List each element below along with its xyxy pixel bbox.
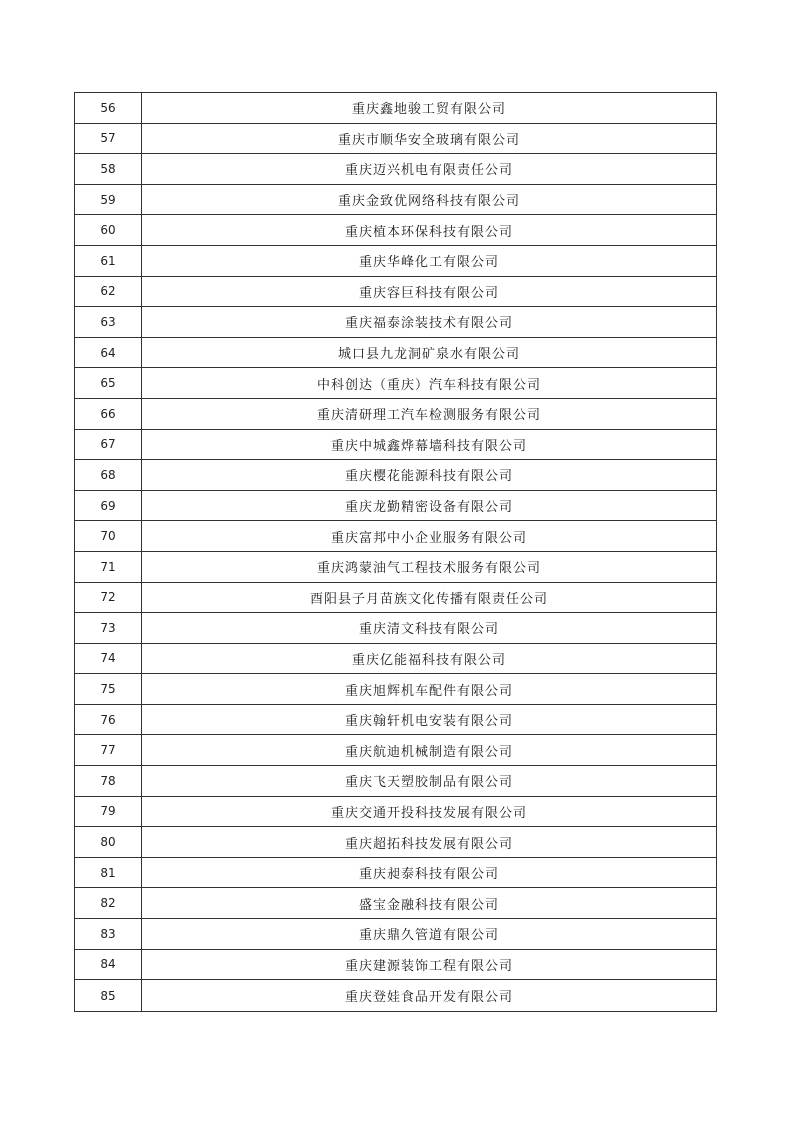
company-name: 中科创达（重庆）汽车科技有限公司 [142,368,717,399]
table-row [75,704,717,735]
table-row [75,460,717,491]
row-number: 65 [75,368,142,399]
company-name: 重庆中城鑫烨幕墙科技有限公司 [142,429,717,460]
table-row [75,490,717,521]
company-name: 重庆交通开投科技发展有限公司 [142,796,717,827]
row-number: 81 [75,857,142,888]
company-name: 重庆航迪机械制造有限公司 [142,735,717,766]
row-number: 67 [75,429,142,460]
table-row [75,123,717,154]
company-name: 重庆樱花能源科技有限公司 [142,460,717,491]
row-number: 76 [75,704,142,735]
row-number: 80 [75,827,142,858]
row-number: 68 [75,460,142,491]
table-row [75,368,717,399]
table-row [75,919,717,950]
table-row [75,796,717,827]
row-number: 62 [75,276,142,307]
company-name: 重庆鑫地骏工贸有限公司 [142,93,717,124]
table-row [75,245,717,276]
row-number: 83 [75,919,142,950]
table-row [75,429,717,460]
row-number: 64 [75,337,142,368]
row-number: 74 [75,643,142,674]
company-name: 重庆登娃食品开发有限公司 [142,980,717,1012]
table-row [75,521,717,552]
company-name: 重庆翰轩机电安装有限公司 [142,704,717,735]
row-number: 79 [75,796,142,827]
row-number: 61 [75,245,142,276]
table-row [75,307,717,338]
row-number: 84 [75,949,142,980]
table-row [75,215,717,246]
row-number: 66 [75,398,142,429]
row-number: 59 [75,184,142,215]
company-name: 重庆富邦中小企业服务有限公司 [142,521,717,552]
table-row [75,184,717,215]
table-row [75,337,717,368]
row-number: 58 [75,154,142,185]
company-name: 重庆飞天塑胶制品有限公司 [142,766,717,797]
table-row [75,766,717,797]
company-name: 重庆亿能福科技有限公司 [142,643,717,674]
company-list-body [75,93,717,1012]
company-name: 重庆华峰化工有限公司 [142,245,717,276]
row-number: 73 [75,613,142,644]
table-row [75,888,717,919]
company-name: 重庆旭辉机车配件有限公司 [142,674,717,705]
company-name: 重庆植本环保科技有限公司 [142,215,717,246]
company-name: 重庆容巨科技有限公司 [142,276,717,307]
company-name: 重庆龙勤精密设备有限公司 [142,490,717,521]
table-row [75,398,717,429]
table-row [75,674,717,705]
company-name: 盛宝金融科技有限公司 [142,888,717,919]
company-name: 重庆鼎久管道有限公司 [142,919,717,950]
table-row [75,735,717,766]
company-list-table [74,92,717,1012]
table-row [75,980,717,1012]
company-name: 重庆迈兴机电有限责任公司 [142,154,717,185]
table-row [75,949,717,980]
row-number: 57 [75,123,142,154]
company-name: 重庆市顺华安全玻璃有限公司 [142,123,717,154]
row-number: 77 [75,735,142,766]
company-name: 酉阳县子月苗族文化传播有限责任公司 [142,582,717,613]
company-name: 重庆清文科技有限公司 [142,613,717,644]
company-name: 重庆昶泰科技有限公司 [142,857,717,888]
table-row [75,613,717,644]
table-row [75,827,717,858]
company-name: 重庆清研理工汽车检测服务有限公司 [142,398,717,429]
company-name: 重庆福泰涂装技术有限公司 [142,307,717,338]
row-number: 72 [75,582,142,613]
row-number: 82 [75,888,142,919]
row-number: 69 [75,490,142,521]
table-row [75,551,717,582]
table-row [75,643,717,674]
row-number: 56 [75,93,142,124]
row-number: 85 [75,980,142,1012]
table-row [75,154,717,185]
company-name: 重庆超拓科技发展有限公司 [142,827,717,858]
row-number: 78 [75,766,142,797]
company-name: 重庆建源装饰工程有限公司 [142,949,717,980]
row-number: 70 [75,521,142,552]
table-row [75,93,717,124]
row-number: 63 [75,307,142,338]
table-row [75,857,717,888]
row-number: 75 [75,674,142,705]
table-row [75,276,717,307]
company-name: 城口县九龙洞矿泉水有限公司 [142,337,717,368]
table-row [75,582,717,613]
company-name: 重庆金致优网络科技有限公司 [142,184,717,215]
company-name: 重庆鸿蒙油气工程技术服务有限公司 [142,551,717,582]
row-number: 71 [75,551,142,582]
row-number: 60 [75,215,142,246]
